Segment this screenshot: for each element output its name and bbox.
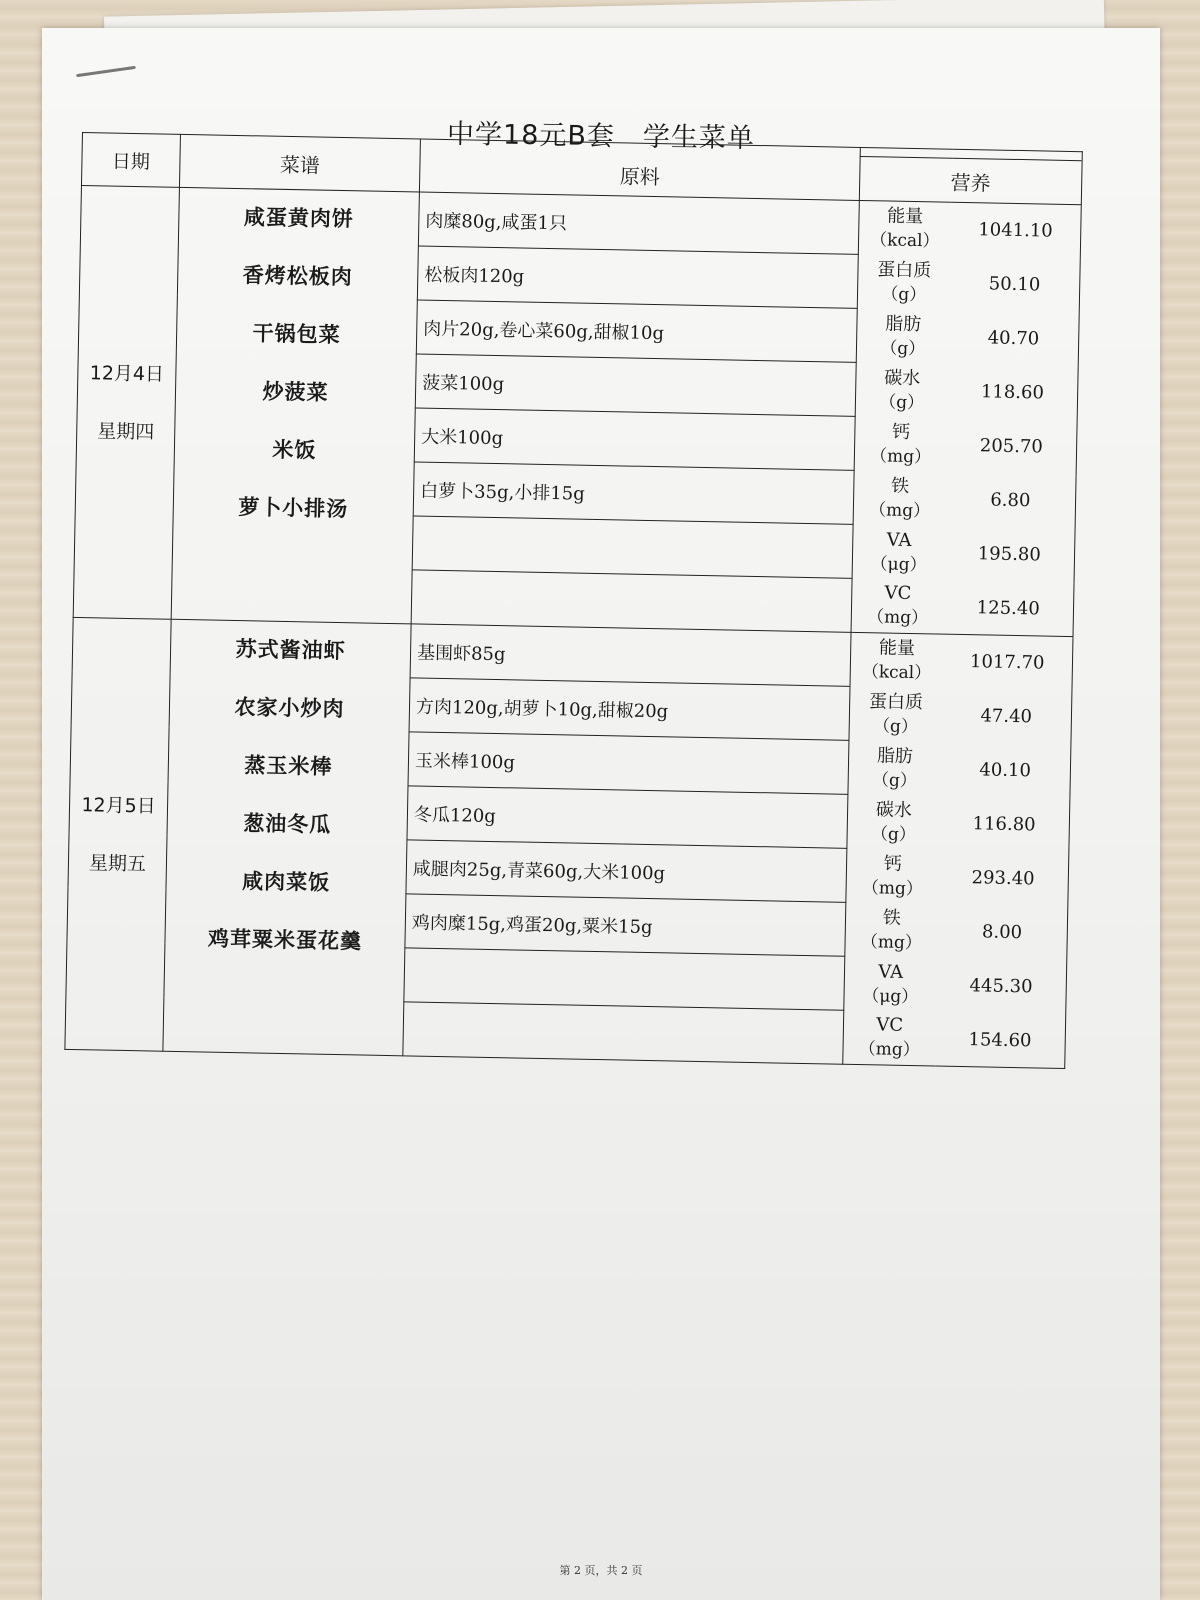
ingredient-cell: 大米100g bbox=[414, 408, 855, 470]
nutrient-name: 能量 bbox=[878, 637, 916, 659]
nutrient-label bbox=[855, 362, 948, 418]
dish-name: 咸肉菜饭 bbox=[241, 868, 331, 895]
weekday-label: 星期四 bbox=[97, 419, 155, 443]
nutrient-value: 125.40 bbox=[943, 580, 1074, 636]
nutrient-value: 47.40 bbox=[941, 688, 1072, 744]
header-dish: 菜谱 bbox=[179, 134, 420, 192]
header-ingredients: 原料 bbox=[419, 139, 860, 200]
nutrient-value: 445.30 bbox=[936, 958, 1067, 1014]
nutrient-label bbox=[858, 200, 951, 256]
nutrient-name: 钙 bbox=[891, 421, 911, 443]
nutrient-label bbox=[848, 740, 941, 796]
ingredient-cell: 玉米棒100g bbox=[408, 732, 849, 794]
page-footer: 第 2 页，共 2 页 bbox=[559, 1564, 643, 1577]
dish-name: 米饭 bbox=[272, 436, 317, 463]
ingredient-cell: 咸腿肉25g,青菜60g,大米100g bbox=[406, 840, 847, 902]
nutrient-name: VC bbox=[884, 582, 912, 605]
nutrient-value: 40.10 bbox=[940, 742, 1071, 798]
nutrient-value: 1017.70 bbox=[942, 634, 1073, 690]
nutrient-value: 50.10 bbox=[949, 256, 1080, 312]
nutrient-name: 碳水 bbox=[875, 798, 913, 821]
nutrient-value: 8.00 bbox=[937, 904, 1068, 960]
date-label: 12月4日 bbox=[89, 361, 165, 386]
nutrient-label bbox=[852, 524, 945, 580]
nutrient-label bbox=[847, 794, 940, 850]
ingredient-cell: 肉糜80g,咸蛋1只 bbox=[418, 192, 859, 254]
nutrient-name: 铁 bbox=[882, 907, 902, 929]
ingredient-cell: 方肉120g,胡萝卜10g,甜椒20g bbox=[409, 678, 850, 740]
nutrient-value: 293.40 bbox=[938, 850, 1069, 906]
menu-page bbox=[42, 28, 1160, 1600]
date-label: 12月5日 bbox=[81, 793, 156, 818]
dish-name: 香烤松板肉 bbox=[242, 262, 354, 290]
nutrient-name: VA bbox=[886, 529, 912, 551]
dish-name: 蒸玉米棒 bbox=[244, 752, 333, 779]
dish-cell bbox=[163, 619, 411, 1056]
nutrient-name: VA bbox=[878, 960, 904, 983]
nutrient-unit: （g） bbox=[872, 715, 919, 737]
nutrient-value: 116.80 bbox=[939, 796, 1070, 852]
ingredient-cell: 白萝卜35g,小排15g bbox=[413, 462, 854, 524]
nutrient-unit: （mg） bbox=[860, 931, 923, 953]
nutrient-label bbox=[845, 902, 938, 958]
nutrient-value: 118.60 bbox=[947, 364, 1078, 420]
nutrient-value: 1041.10 bbox=[950, 202, 1081, 258]
nutrient-name: 蛋白质 bbox=[868, 690, 924, 713]
nutrient-unit: （g） bbox=[880, 337, 926, 359]
dish-name: 鸡茸粟米蛋花羹 bbox=[207, 925, 363, 954]
nutrient-name: 碳水 bbox=[883, 366, 921, 389]
nutrient-label bbox=[851, 578, 944, 634]
dish-name: 萝卜小排汤 bbox=[238, 494, 349, 522]
nutrient-label bbox=[846, 848, 939, 904]
ingredient-cell: 冬瓜120g bbox=[407, 786, 848, 848]
nutrient-label bbox=[850, 632, 943, 688]
nutrient-unit: （mg） bbox=[866, 607, 929, 629]
nutrient-value: 205.70 bbox=[946, 418, 1077, 474]
page-title: 中学18元B套 学生菜单 bbox=[446, 118, 756, 155]
date-cell bbox=[65, 617, 171, 1051]
nutrient-unit: （mg） bbox=[868, 499, 931, 521]
header-date: 日期 bbox=[81, 133, 180, 188]
nutrient-unit: （μg） bbox=[870, 553, 927, 575]
ingredient-cell: 肉片20g,卷心菜60g,甜椒10g bbox=[416, 300, 857, 362]
ingredient-cell: 菠菜100g bbox=[415, 354, 856, 416]
dish-name: 农家小炒肉 bbox=[234, 694, 345, 722]
dish-name: 咸蛋黄肉饼 bbox=[243, 204, 355, 232]
nutrient-label bbox=[854, 416, 947, 472]
nutrient-unit: （mg） bbox=[858, 1039, 920, 1061]
nutrient-label bbox=[843, 1010, 936, 1066]
ingredient-cell: 鸡肉糜15g,鸡蛋20g,粟米15g bbox=[405, 894, 846, 956]
nutrient-label bbox=[849, 686, 942, 742]
menu-table-wrap bbox=[64, 132, 1082, 1111]
nutrient-name: 能量 bbox=[887, 205, 924, 227]
nutrient-unit: （g） bbox=[871, 769, 918, 791]
ingredient-cell: 松板肉120g bbox=[417, 246, 858, 308]
nutrient-value: 6.80 bbox=[945, 472, 1076, 528]
nutrient-unit: （g） bbox=[879, 391, 925, 413]
nutrient-unit: （g） bbox=[870, 823, 917, 845]
date-cell bbox=[73, 185, 179, 619]
nutrient-unit: （g） bbox=[881, 283, 927, 305]
nutrient-unit: （mg） bbox=[861, 877, 924, 899]
dish-name: 苏式酱油虾 bbox=[235, 636, 346, 664]
nutrient-unit: （kcal） bbox=[869, 229, 940, 252]
nutrient-name: 钙 bbox=[883, 853, 903, 875]
header-nutrition: 营养 bbox=[859, 156, 1082, 205]
nutrient-name: 铁 bbox=[890, 475, 910, 497]
dish-cell bbox=[171, 187, 419, 624]
nutrient-unit: （μg） bbox=[862, 985, 919, 1007]
ingredient-cell bbox=[411, 570, 852, 632]
nutrient-label bbox=[856, 308, 949, 364]
menu-table bbox=[64, 132, 1082, 1069]
nutrient-name: VC bbox=[876, 1014, 904, 1037]
nutrient-value: 195.80 bbox=[944, 526, 1075, 582]
ingredient-cell bbox=[412, 516, 853, 578]
staple bbox=[76, 66, 136, 77]
weekday-label: 星期五 bbox=[88, 851, 147, 875]
nutrient-value: 40.70 bbox=[948, 310, 1079, 366]
nutrient-label bbox=[857, 254, 950, 310]
nutrient-label bbox=[853, 470, 946, 526]
ingredient-cell bbox=[403, 1002, 844, 1064]
nutrient-label bbox=[844, 956, 937, 1012]
ingredient-cell bbox=[404, 948, 845, 1010]
nutrient-name: 脂肪 bbox=[876, 744, 914, 767]
ingredient-cell: 基围虾85g bbox=[410, 624, 851, 686]
nutrient-unit: （mg） bbox=[869, 445, 932, 467]
dish-name: 炒菠菜 bbox=[262, 378, 329, 405]
nutrient-name: 脂肪 bbox=[885, 312, 922, 335]
nutrient-unit: （kcal） bbox=[861, 661, 932, 684]
nutrient-name: 蛋白质 bbox=[877, 258, 932, 281]
dish-name: 干锅包菜 bbox=[252, 320, 341, 348]
nutrient-value: 154.60 bbox=[935, 1012, 1066, 1068]
dish-name: 葱油冬瓜 bbox=[243, 810, 332, 837]
